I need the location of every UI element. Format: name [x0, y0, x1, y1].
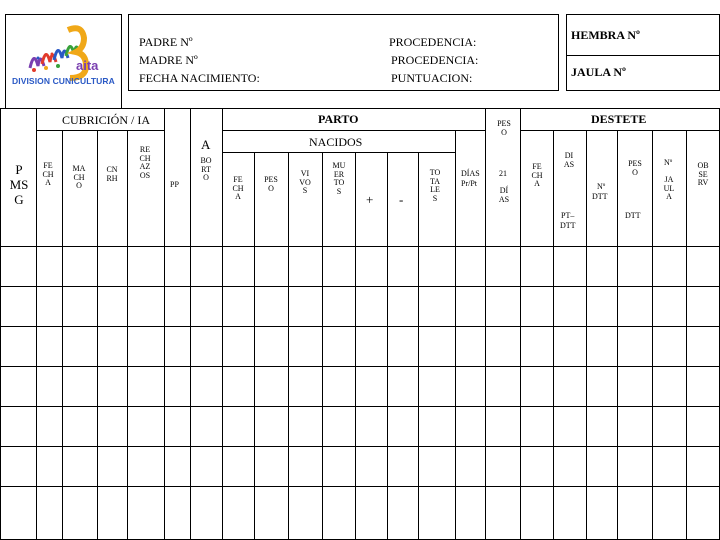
- col-rechazos: RECHAZOS: [139, 145, 151, 180]
- col-aborto: BORTO: [200, 156, 212, 183]
- col-pp: PP: [170, 180, 179, 189]
- col-fecha-cubricion: FECHA: [42, 161, 54, 188]
- nacidos-header: NACIDOS: [309, 135, 363, 149]
- col-vivos: VIVOS: [299, 169, 311, 196]
- col-cnrh: CNRH: [106, 165, 118, 183]
- aborto-a-label: A: [201, 137, 211, 152]
- col-pt-dtt-1: PT–: [561, 211, 575, 220]
- col-observ: OBSERV: [697, 161, 709, 188]
- col-totales: TOTALES: [429, 168, 441, 203]
- col-muertos: MUERTOS: [332, 161, 346, 196]
- procedencia-label-2: PROCEDENCIA:: [391, 53, 479, 67]
- col-n-dtt-1: Nº: [597, 182, 606, 191]
- logo-division-text: DIVISION CUNICULTURA: [12, 76, 115, 86]
- col-peso-21-bottom: DÍAS: [498, 186, 510, 204]
- col-peso-21-top: PESO: [497, 119, 511, 137]
- col-fecha-parto: FECHA: [232, 175, 244, 202]
- jaula-label: JAULA Nº: [571, 65, 626, 79]
- fecha-nacimiento-label: FECHA NACIMIENTO:: [139, 71, 260, 85]
- logo: [8, 18, 120, 106]
- parto-header: PARTO: [318, 112, 359, 126]
- col-fecha-destete: FECHA: [531, 162, 543, 189]
- col-peso-parto: PESO: [264, 175, 278, 193]
- procedencia-label-1: PROCEDENCIA:: [389, 35, 477, 49]
- col-dias-pr-1: DÍAS: [461, 169, 480, 178]
- cubricion-header: CUBRICIÓN / IA: [62, 113, 151, 127]
- col-minus: -: [399, 192, 404, 207]
- col-dias-pr-2: Pr/Pt: [461, 179, 478, 188]
- col-peso-21-num: 21: [499, 169, 507, 178]
- logo-brand-text: aita: [76, 58, 99, 73]
- col-p-ms-g: P MS G: [9, 162, 29, 207]
- col-plus: +: [366, 192, 374, 207]
- destete-header: DESTETE: [591, 112, 647, 126]
- col-jaula: JAULA: [663, 175, 675, 202]
- col-peso-dtt: PESO: [628, 159, 642, 177]
- madre-label: MADRE Nº: [139, 53, 198, 67]
- col-dias-destete: DIAS: [563, 151, 575, 169]
- col-peso-dtt-bottom: DTT: [625, 211, 641, 220]
- col-n-dtt-2: DTT: [592, 192, 608, 201]
- logo-rabbits-icon: [8, 18, 120, 106]
- hembra-label: HEMBRA Nº: [571, 28, 640, 42]
- padre-label: PADRE Nº: [139, 35, 193, 49]
- col-pt-dtt-2: DTT: [560, 221, 576, 230]
- col-n-jaula-top: Nº: [664, 158, 673, 167]
- puntuacion-label: PUNTUACION:: [391, 71, 473, 85]
- col-macho: MACHO: [72, 164, 86, 191]
